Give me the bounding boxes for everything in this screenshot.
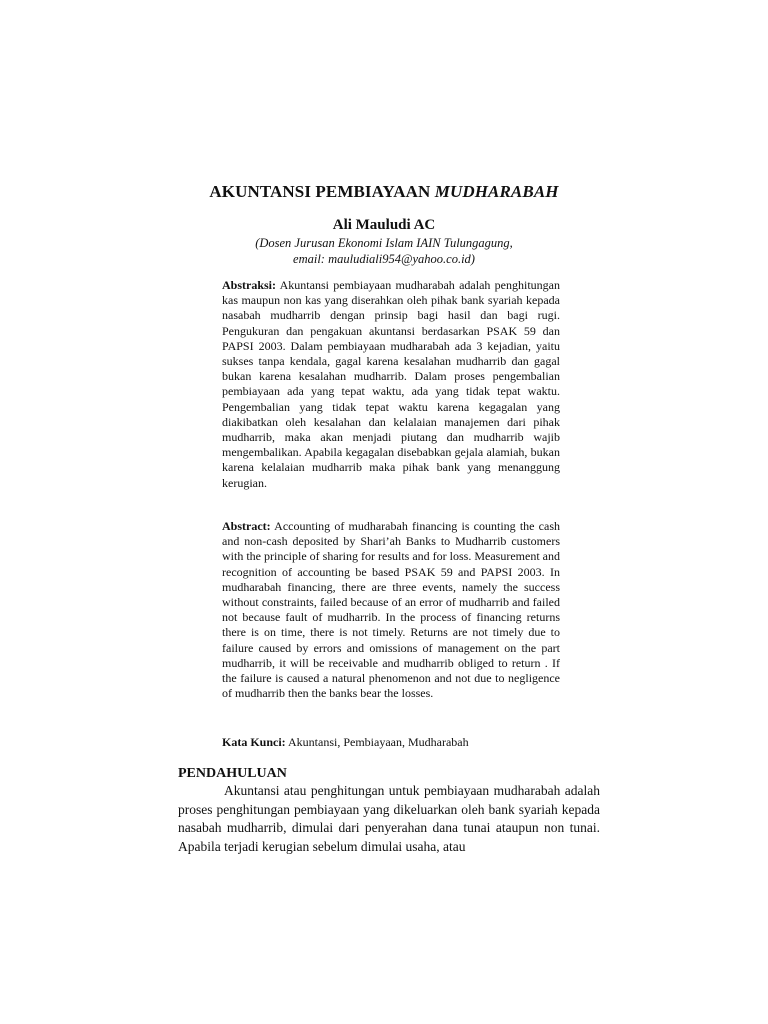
- keywords-text: Akuntansi, Pembiayaan, Mudharabah: [285, 735, 469, 749]
- affiliation-line: (Dosen Jurusan Ekonomi Islam IAIN Tulungagung,: [255, 236, 513, 250]
- keywords-label: Kata Kunci:: [222, 735, 286, 749]
- section-heading: PENDAHULUAN: [178, 766, 287, 781]
- body-paragraph: Akuntansi atau penghitungan untuk pembiayaan mudharabah adalah proses penghitungan pembiayaan yang dikeluarkan oleh bank syariah kepada nasabah mudharrib, dimulai dari penyerahan dana tunai ataupun non tunai. Apabila terjadi kerugian sebelum dimulai usaha, atau: [178, 783, 600, 854]
- keywords: [222, 735, 560, 750]
- author-name: Ali Mauludi AC: [332, 217, 436, 233]
- author-affiliation: [0, 235, 768, 267]
- abstrak-label: Abstraksi:: [222, 278, 277, 292]
- abstract-english: [222, 519, 560, 701]
- paper-title-emphasis: MUDHARABAH: [434, 182, 559, 201]
- abstrak-indonesian: [222, 278, 560, 491]
- author-email: email: mauludiali954@yahoo.co.id): [293, 252, 475, 266]
- abstract-text: Accounting of mudharabah financing is counting the cash and non-cash deposited by Shari’ah Banks to Mudharrib customers with the principle of sharing for results and for loss. Measurement and recognition of accounting be based PSAK 59 and PAPSI 2003. In mudharabah financing, there are three events, namely the success without constraints, failed because of an error of mudharrib and failed not because fault of mudharrib. In the process of financing returns there is on time, there is not timely. Returns are not timely due to failure caused by errors and omissions of management on the part mudharrib, it will be receivable and mudharrib obliged to return . If the failure is caused a natural phenomenon and not due to negligence of mudharrib then the banks bear the losses.: [222, 519, 560, 701]
- abstract-label: Abstract:: [222, 519, 271, 533]
- paper-title: [0, 182, 768, 202]
- paper-title-main: AKUNTANSI PEMBIAYAAN: [209, 182, 431, 201]
- abstrak-text: Akuntansi pembiayaan mudharabah adalah penghitungan kas maupun non kas yang diserahkan oleh pihak bank syariah kepada nasabah mudharrib dengan prinsip bagi hasil dan bagi rugi. Pengukuran dan pengakuan akuntansi berdasarkan PSAK 59 dan PAPSI 2003. Dalam pembiayaan mudharabah ada 3 kejadian, yaitu sukses tanpa kendala, gagal karena kesalahan mudharrib dan gagal bukan karena kesalahan mudharrib. Dalam proses pengembalian pembiayaan ada yang tepat waktu, ada yang tidak tepat waktu. Pengembalian yang tidak tepat waktu karena kegagalan yang diakibatkan oleh kesalahan dan kelalaian manajemen dari pihak mudharrib, maka akan menjadi piutang dan mudharrib wajib mengembalikan. Apabila kegagalan disebabkan gejala alamiah, bukan karena kelalaian mudharrib maka pihak bank yang menanggung kerugian.: [222, 278, 560, 490]
